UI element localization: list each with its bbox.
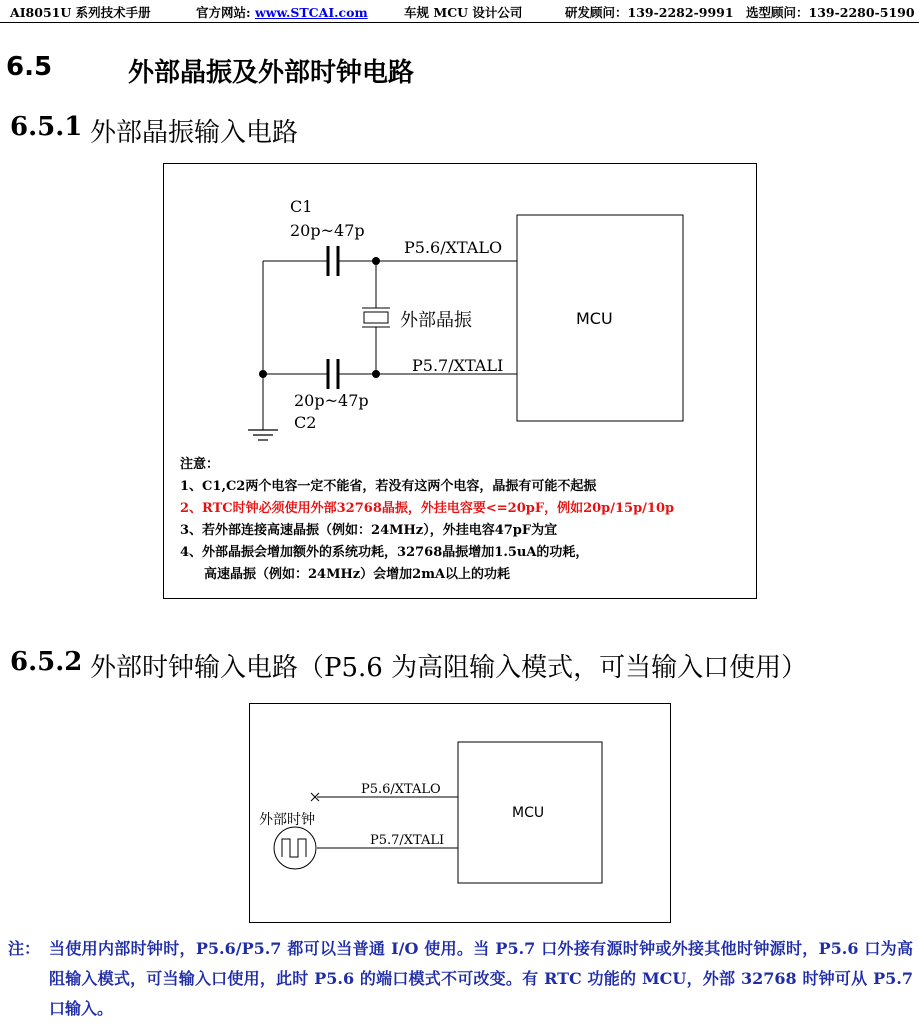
bottom-note-label: 注： bbox=[8, 939, 41, 958]
note-item-3: 3、若外部连接高速晶振（例如：24MHz），外挂电容47pF为宜 bbox=[180, 523, 558, 538]
mcu-label: MCU bbox=[576, 309, 613, 328]
clock-circuit-svg bbox=[250, 704, 670, 922]
c2-name: C2 bbox=[294, 413, 317, 432]
c2-value: 20p~47p bbox=[294, 391, 369, 410]
site-label: 官方网站: bbox=[196, 5, 255, 20]
company-slogan: 车规 MCU 设计公司 bbox=[404, 5, 523, 20]
manual-title: AI8051U 系列技术手册 bbox=[10, 5, 151, 20]
section-title: 外部晶振及外部时钟电路 bbox=[128, 58, 415, 88]
crystal-circuit-diagram bbox=[163, 163, 757, 599]
clock-source-circle bbox=[274, 827, 316, 869]
clock-input-diagram bbox=[249, 703, 671, 923]
mcu-label-2: MCU bbox=[512, 805, 545, 821]
section-number: 6.5 bbox=[6, 52, 53, 82]
notes-block bbox=[180, 454, 674, 586]
site-link[interactable]: www.STCAI.com bbox=[254, 5, 368, 20]
note-item-4-cont: 高速晶振（例如：24MHz）会增加2mA以上的功耗 bbox=[204, 567, 511, 582]
pin-top-label: P5.6/XTALO bbox=[404, 238, 503, 257]
pin-top-label-2: P5.6/XTALO bbox=[361, 782, 441, 797]
bottom-note-text: 当使用内部时钟时，P5.6/P5.7 都可以当普通 I/O 使用。当 P5.7 口外接有源时钟或外接其他时钟源时，P5.6 口为高阻输入模式，可当输入口使用，此时 P5.6 的端口模式不可改变。有 RTC 功能的 MCU，外部 32768 时钟可从 P5.7 口输入。 bbox=[49, 939, 913, 1018]
clock-label: 外部时钟 bbox=[259, 812, 315, 828]
page-header bbox=[0, 0, 919, 23]
square-wave-icon bbox=[282, 839, 306, 857]
crystal-body bbox=[364, 312, 388, 323]
official-site bbox=[196, 3, 368, 21]
c1-name: C1 bbox=[290, 197, 313, 216]
pin-bottom-label-2: P5.7/XTALI bbox=[370, 833, 445, 848]
subsection-2-title: 外部时钟输入电路（P5.6 为高阻输入模式，可当输入口使用） bbox=[90, 653, 808, 683]
note-item-2: 2、RTC时钟必须使用外部32768晶振，外挂电容要<=20pF，例如20p/15p/10p bbox=[180, 501, 675, 516]
note-item-4: 4、外部晶振会增加额外的系统功耗，32768晶振增加1.5uA的功耗， bbox=[180, 545, 589, 560]
junction-dot-top bbox=[372, 257, 380, 265]
notes-heading: 注意： bbox=[180, 457, 220, 472]
subsection-1-number: 6.5.1 bbox=[10, 112, 83, 142]
junction-dot-bottom-right bbox=[372, 370, 380, 378]
crystal-label: 外部晶振 bbox=[400, 310, 472, 331]
junction-dot-bottom-left bbox=[259, 370, 267, 378]
bottom-note bbox=[8, 934, 913, 1024]
note-item-1: 1、C1,C2两个电容一定不能省，若没有这两个电容，晶振有可能不起振 bbox=[180, 479, 597, 494]
subsection-2-number: 6.5.2 bbox=[10, 647, 83, 677]
c1-value: 20p~47p bbox=[290, 221, 365, 240]
rd-contact: 研发顾问：139-2282-9991 bbox=[565, 5, 734, 20]
pin-bottom-label: P5.7/XTALI bbox=[412, 356, 504, 375]
subsection-1-title: 外部晶振输入电路 bbox=[90, 118, 299, 148]
selection-contact: 选型顾问：139-2280-5190 bbox=[746, 5, 915, 20]
